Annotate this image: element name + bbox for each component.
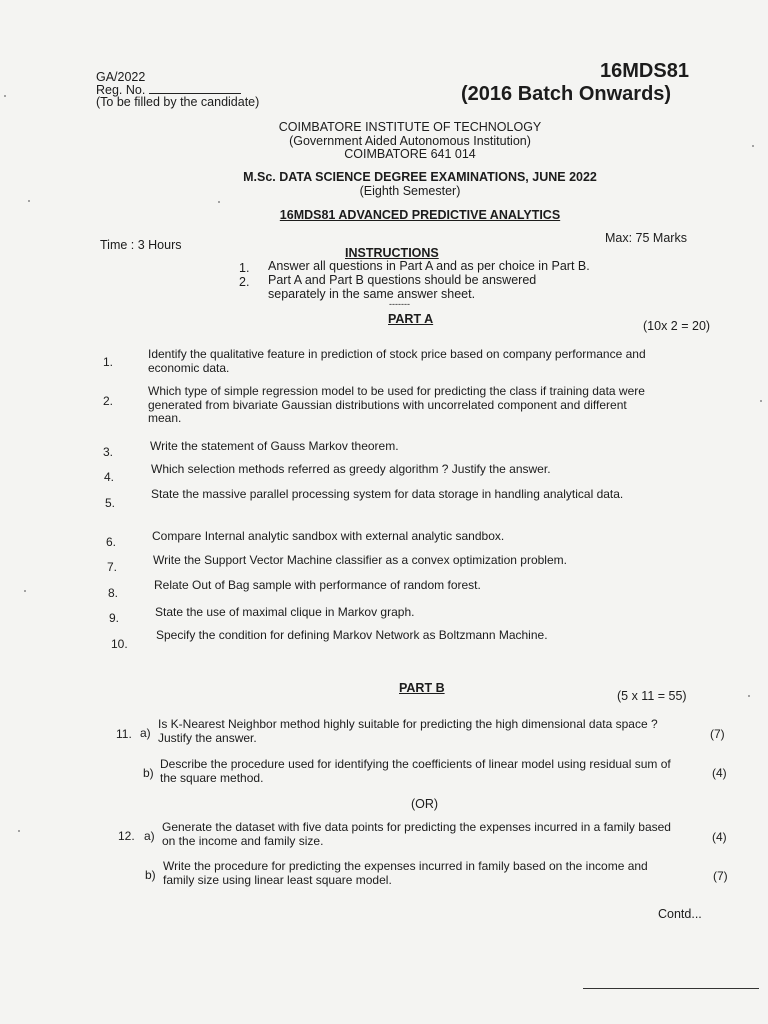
question-10-number: 10. [111,637,128,651]
question-12a-text: Generate the dataset with five data points for predicting the expenses incurred in a family based on the income and family size. [162,820,671,848]
reg-no-blank [149,84,241,94]
batch-label: (2016 Batch Onwards) [461,83,672,105]
question-4-number: 4. [104,470,115,484]
question-5-number: 5. [105,496,116,510]
question-12-number: 12. [118,829,135,843]
or-divider: (OR) [411,797,439,811]
question-11a-text: Is K-Nearest Neighbor method highly suitable for predicting the high dimensional data space ? Justify the answer. [158,717,658,745]
question-5-text: State the massive parallel processing system for data storage in handling analytical data. [151,487,624,501]
part-b-marks: (5 x 11 = 55) [617,689,687,703]
question-12a-marks: (4) [712,830,727,844]
question-12b-marks: (7) [713,869,728,883]
question-3-text: Write the statement of Gauss Markov theorem. [150,439,399,453]
question-11b-marks: (4) [712,766,727,780]
question-11a-marks: (7) [710,727,725,741]
exam-max-marks: Max: 75 Marks [605,231,687,245]
scan-speck [18,830,20,832]
subject-title: 16MDS81 ADVANCED PREDICTIVE ANALYTICS [279,208,561,222]
institute-city: COIMBATORE 641 014 [344,147,476,161]
question-9-text: State the use of maximal clique in Markov graph. [155,605,415,619]
part-a-heading: PART A [388,312,434,326]
question-7-text: Write the Support Vector Machine classifier as a convex optimization problem. [153,553,567,567]
question-11-number: 11. [116,727,132,741]
instruction-2-number: 2. [239,275,250,289]
scan-speck [748,695,750,697]
question-12a-label: a) [144,829,155,843]
session-code: GA/2022 [96,70,146,84]
question-8-number: 8. [108,586,119,600]
instruction-2-text-line1: Part A and Part B questions should be answered [268,273,537,287]
question-11b-text: Describe the procedure used for identifying the coefficients of linear model using residual sum of the square method. [160,757,671,785]
scan-speck [28,200,30,202]
question-1-number: 1. [103,355,114,369]
question-12b-label: b) [145,868,156,882]
question-9-number: 9. [109,611,120,625]
question-2-number: 2. [103,394,114,408]
question-1-text: Identify the qualitative feature in prediction of stock price based on company performance and economic data. [148,347,646,375]
question-2-text: Which type of simple regression model to be used for predicting the class if training data were generated from bivariate Gaussian distributions with uncorrelated component and different mean. [148,384,645,425]
scan-speck [218,201,220,203]
part-a-marks: (10x 2 = 20) [643,319,711,333]
exam-title: M.Sc. DATA SCIENCE DEGREE EXAMINATIONS, JUNE 2022 [243,170,597,184]
instruction-1-text: Answer all questions in Part A and as per choice in Part B. [268,259,590,273]
question-10-text: Specify the condition for defining Markov Network as Boltzmann Machine. [156,628,548,642]
question-7-number: 7. [107,560,118,574]
instruction-1-number: 1. [239,261,250,275]
exam-semester: (Eighth Semester) [359,184,461,198]
question-11b-label: b) [143,766,154,780]
question-4-text: Which selection methods referred as greedy algorithm ? Justify the answer. [151,462,551,476]
scan-speck [752,145,754,147]
instructions-heading: INSTRUCTIONS [345,246,439,260]
course-code: 16MDS81 [600,60,689,82]
filled-note: (To be filled by the candidate) [96,95,260,109]
scan-speck [760,400,762,402]
exam-time: Time : 3 Hours [100,238,182,252]
question-6-number: 6. [106,535,117,549]
scan-speck [4,95,6,97]
instructions-separator: ------- [389,299,410,309]
institute-name: COIMBATORE INSTITUTE OF TECHNOLOGY [278,120,542,134]
institute-subtitle: (Government Aided Autonomous Institution) [289,134,531,148]
question-6-text: Compare Internal analytic sandbox with external analytic sandbox. [152,529,505,543]
question-8-text: Relate Out of Bag sample with performance of random forest. [154,578,481,592]
part-b-heading: PART B [399,681,445,695]
scan-speck [24,590,26,592]
question-3-number: 3. [103,445,114,459]
instruction-2-text-line2: separately in the same answer sheet. [268,287,476,301]
contd-label: Contd... [658,907,702,921]
reg-no-label: Reg. No. [96,83,146,97]
question-11a-label: a) [140,726,151,740]
question-12b-text: Write the procedure for predicting the expenses incurred in family based on the income and family size using linear least square model. [163,859,648,887]
footer-rule [583,988,759,989]
